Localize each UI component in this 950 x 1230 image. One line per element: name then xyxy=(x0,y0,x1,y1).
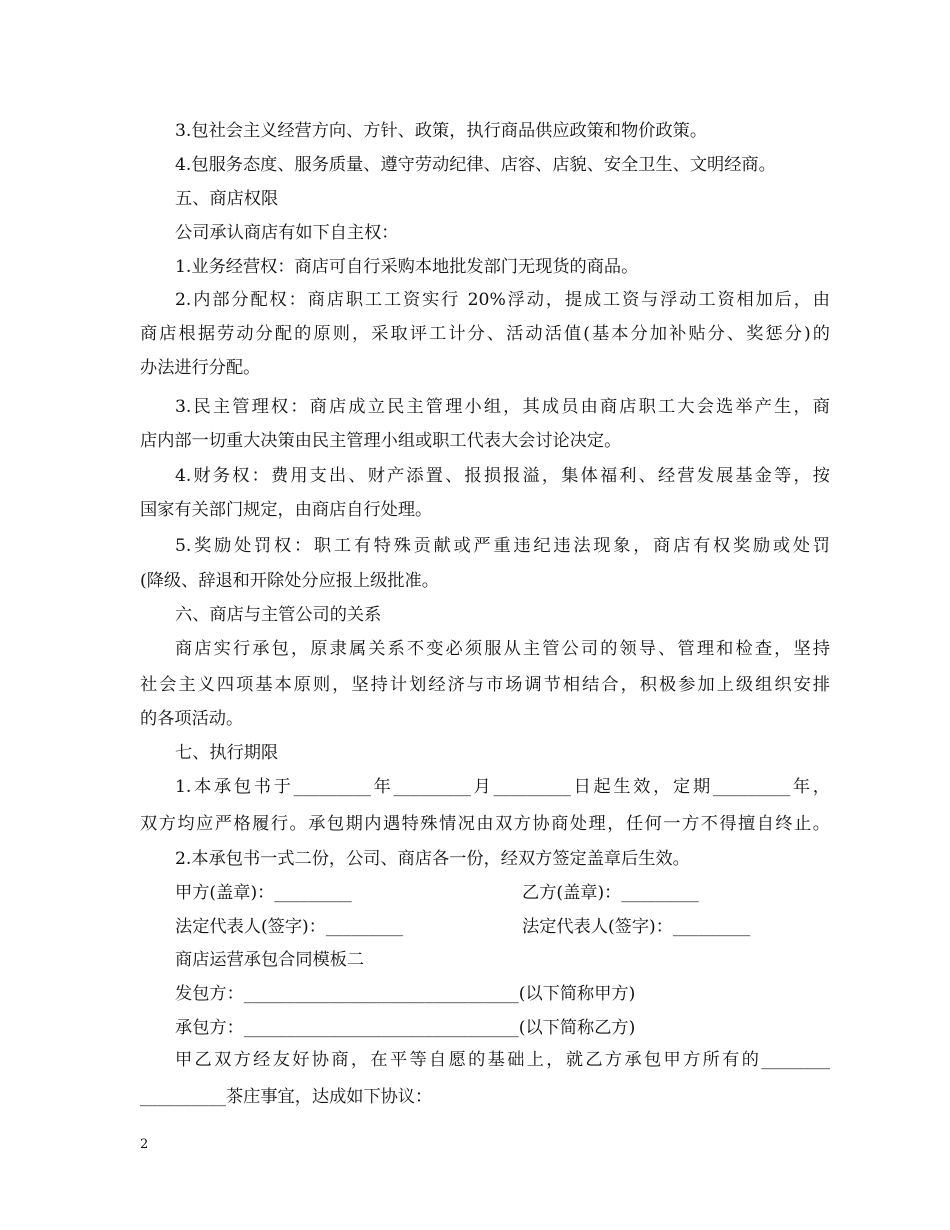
text-line: 商店实行承包，原隶属关系不变必须服从主管公司的领导、管理和检查，坚持 xyxy=(175,639,830,659)
section-heading: 六、商店与主管公司的关系 xyxy=(175,605,382,625)
text-line: 双方均应严格履行。承包期内遇特殊情况由双方协商处理，任何一方不得擅自终止。 xyxy=(140,814,830,834)
section-heading: 七、执行期限 xyxy=(175,743,279,763)
text-line: 1.业务经营权：商店可自行采购本地批发部门无现货的商品。 xyxy=(175,257,639,277)
text-line: 5.奖励处罚权：职工有特殊贡献或严重违纪违法现象，商店有权奖励或处罚 xyxy=(175,536,830,556)
text-line: 公司承认商店有如下自主权： xyxy=(175,223,399,243)
party-b-seal: 乙方(盖章)：_________ xyxy=(522,883,699,903)
text-line: 3.包社会主义经营方向、方针、政策，执行商品供应政策和物价政策。 xyxy=(175,121,708,141)
text-line: 的各项活动。 xyxy=(140,709,244,729)
employer-line: 发包方：________________________________(以下简称甲方) xyxy=(175,984,636,1004)
text-line: 社会主义四项基本原则，坚持计划经济与市场调节相结合，积极参加上级组织安排 xyxy=(140,675,830,695)
text-line: 国家有关部门规定，由商店自行处理。 xyxy=(140,500,433,520)
party-a-seal: 甲方(盖章)：_________ xyxy=(175,883,352,903)
page-number: 2 xyxy=(140,1137,149,1152)
text-line: 办法进行分配。 xyxy=(140,358,261,378)
text-line: __________茶庄事宜，达成如下协议： xyxy=(140,1087,433,1107)
text-line: 1.本承包书于_________年_________月_________日起生效，定期_________年， xyxy=(175,777,830,797)
text-line: 4.包服务态度、服务质量、遵守劳动纪律、店容、店貌、安全卫生、文明经商。 xyxy=(175,155,776,175)
text-line: 店内部一切重大决策由民主管理小组或职工代表大会讨论决定。 xyxy=(140,431,622,451)
party-b-representative: 法定代表人(签字)：_________ xyxy=(522,917,751,937)
text-line: 2.内部分配权：商店职工工资实行 20%浮动，提成工资与浮动工资相加后，由 xyxy=(175,290,830,310)
text-line: (降级、辞退和开除处分应报上级批准。 xyxy=(140,571,439,591)
text-line: 4.财务权：费用支出、财产添置、报损报溢，集体福利、经营发展基金等，按 xyxy=(175,466,830,486)
template-heading: 商店运营承包合同模板二 xyxy=(175,950,365,970)
text-line: 甲乙双方经友好协商，在平等自愿的基础上，就乙方承包甲方所有的________ xyxy=(175,1050,830,1070)
section-heading: 五、商店权限 xyxy=(175,189,279,209)
contractor-line: 承包方：________________________________(以下简称乙方) xyxy=(175,1018,636,1038)
text-line: 商店根据劳动分配的原则，采取评工计分、活动活值(基本分加补贴分、奖惩分)的 xyxy=(140,324,830,344)
party-a-representative: 法定代表人(签字)：_________ xyxy=(175,917,404,937)
text-line: 2.本承包书一式二份，公司、商店各一份，经双方签定盖章后生效。 xyxy=(175,849,690,869)
text-line: 3.民主管理权：商店成立民主管理小组，其成员由商店职工大会选举产生，商 xyxy=(175,397,830,417)
